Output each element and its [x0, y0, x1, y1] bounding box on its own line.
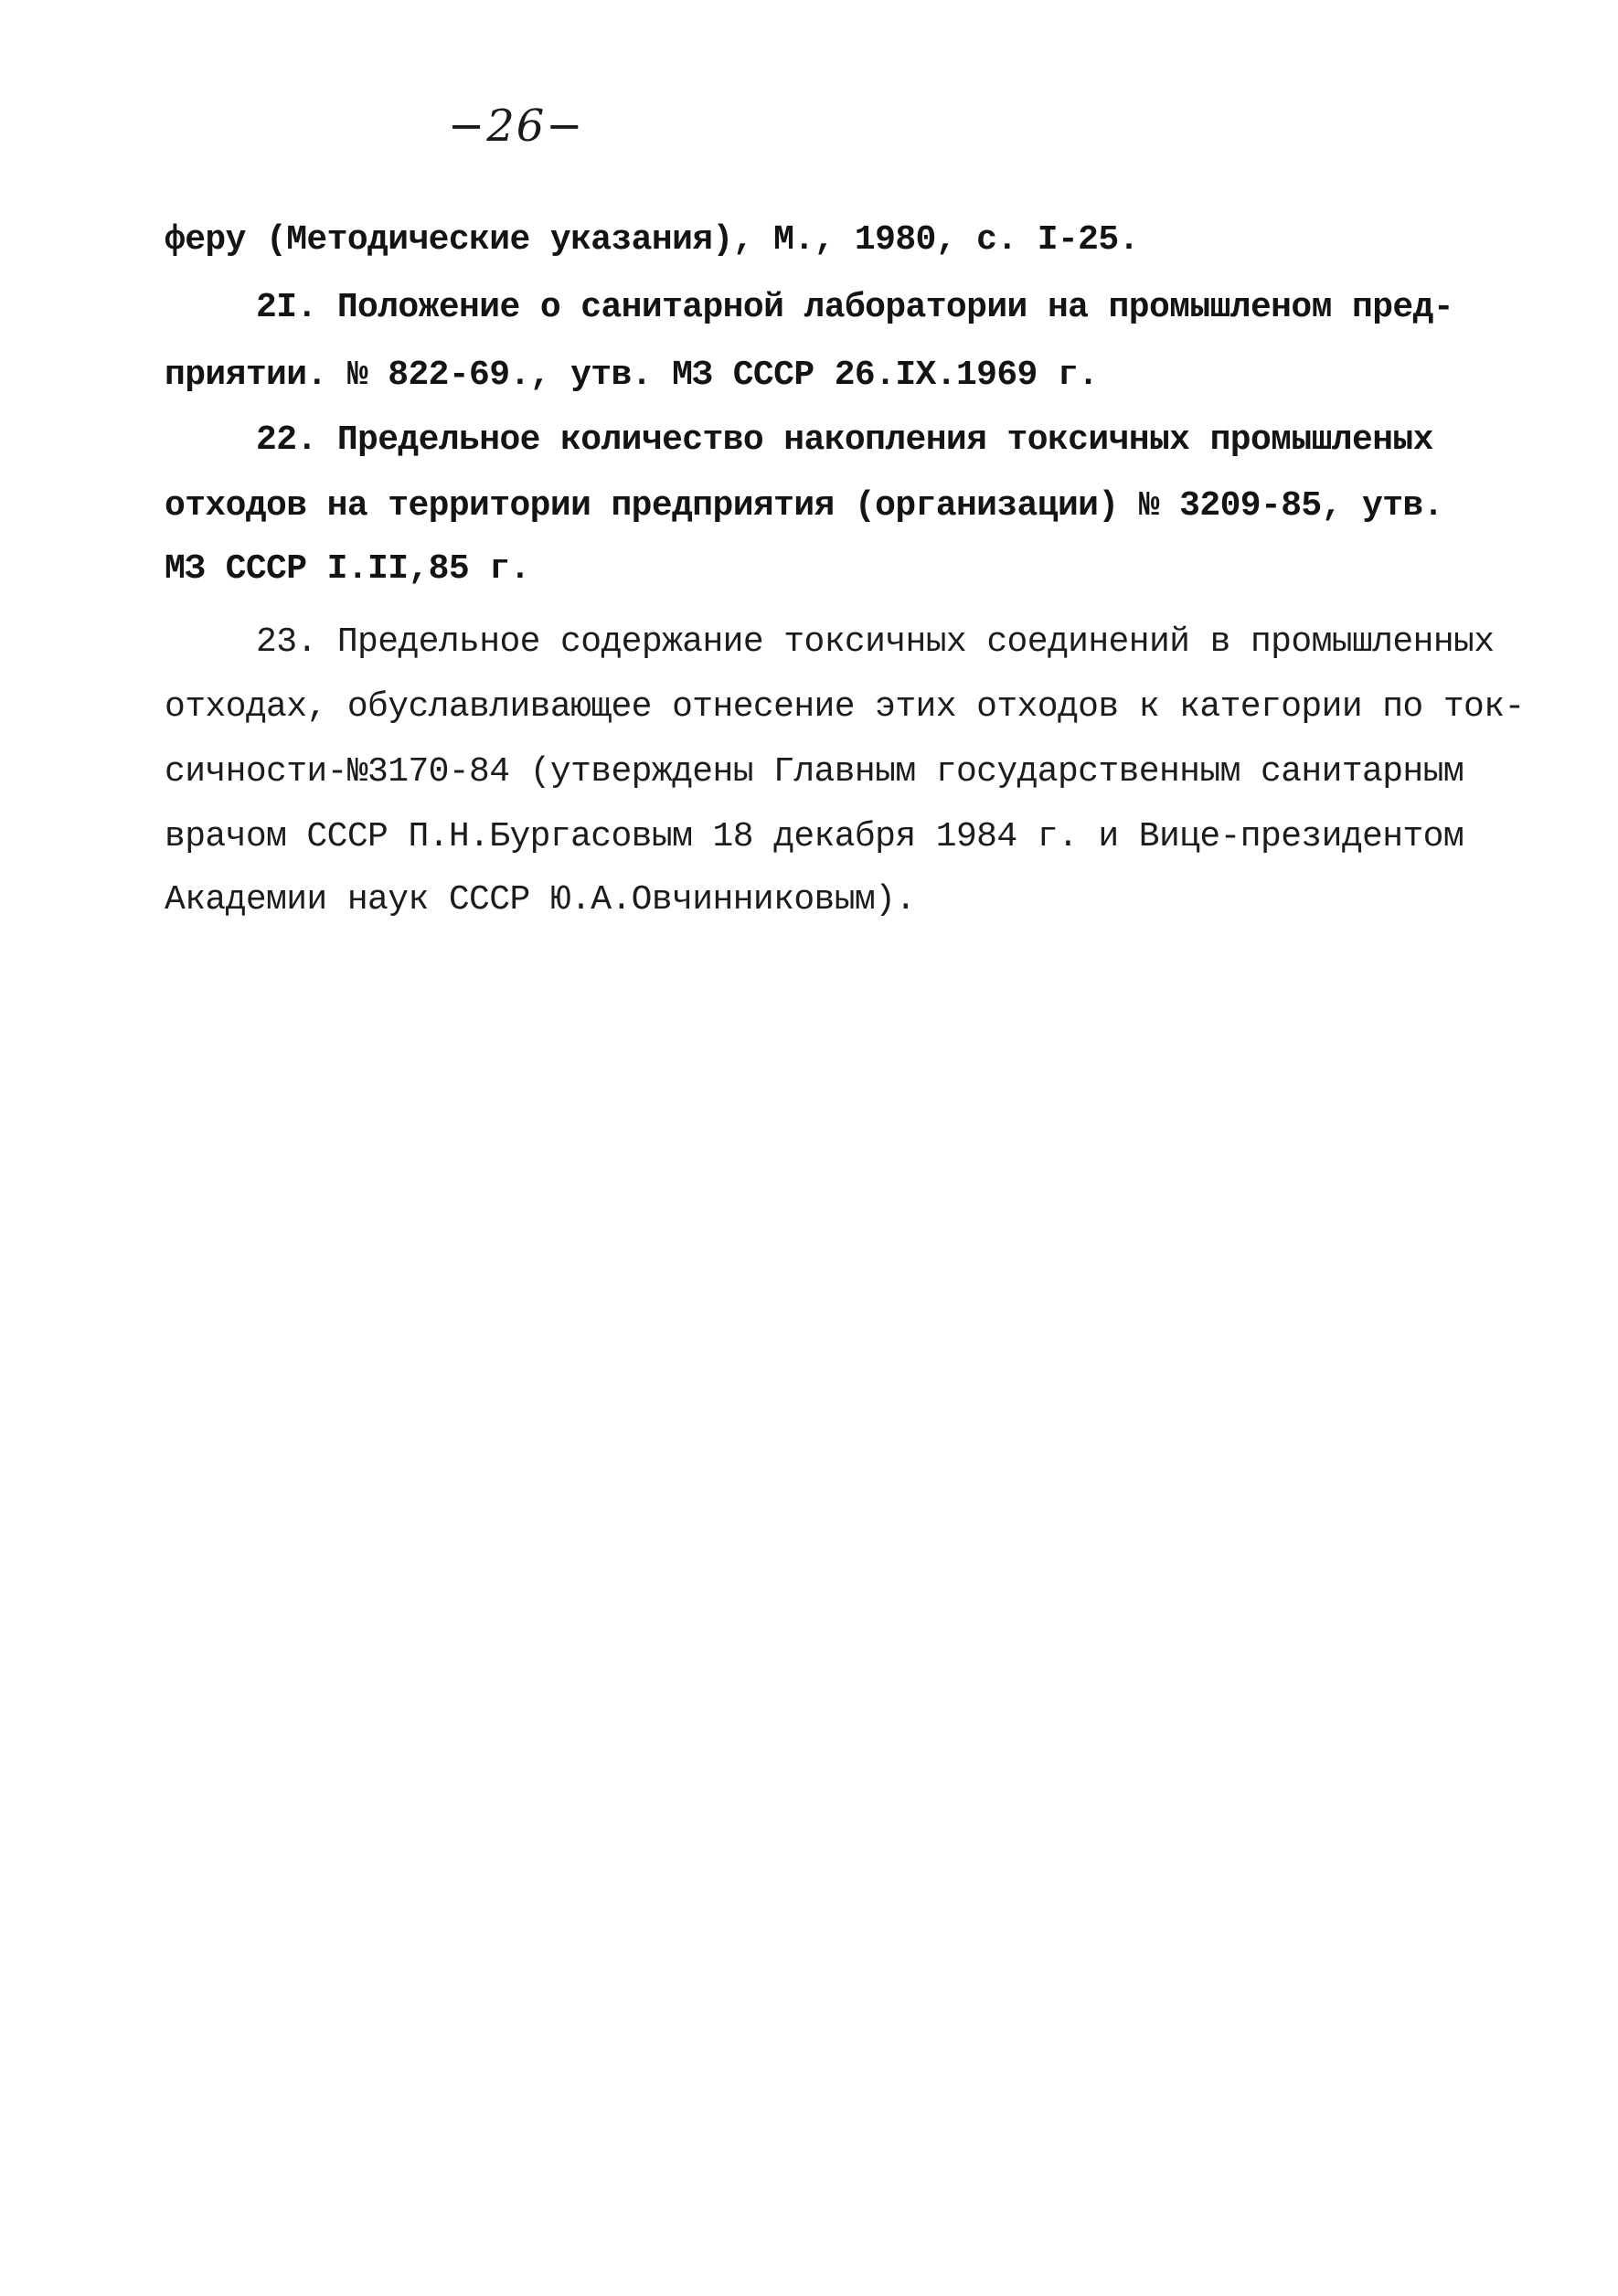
reference-23-line-2: отходах, обуславливающее отнесение этих отходов к категории по ток- [165, 687, 1525, 727]
reference-22-line-1: 22. Предельное количество накопления токсичных промышленых [256, 420, 1433, 460]
reference-23-line-3: сичности-№3170-84 (утверждены Главным государственным санитарным [165, 752, 1464, 792]
reference-23-line-4: врачом СССР П.Н.Бургасовым 18 декабря 1984 г. и Вице-президентом [165, 817, 1464, 856]
reference-23-line-1: 23. Предельное содержание токсичных соединений в промышленных [256, 622, 1495, 662]
reference-23-line-5: Академии наук СССР Ю.А.Овчинниковым). [165, 880, 916, 919]
reference-20-tail: феру (Методические указания), М., 1980, с. I-25. [165, 220, 1139, 260]
reference-22-line-3: МЗ СССР I.II,85 г. [165, 549, 530, 589]
reference-21-line-1: 2I. Положение о санитарной лаборатории на промышленом пред- [256, 288, 1454, 327]
page-number: −26− [448, 101, 585, 152]
reference-22-line-2: отходов на территории предприятия (организации) № 3209-85, утв. [165, 486, 1443, 526]
reference-21-line-2: приятии. № 822-69., утв. МЗ СССР 26.IX.1969 г. [165, 356, 1099, 395]
